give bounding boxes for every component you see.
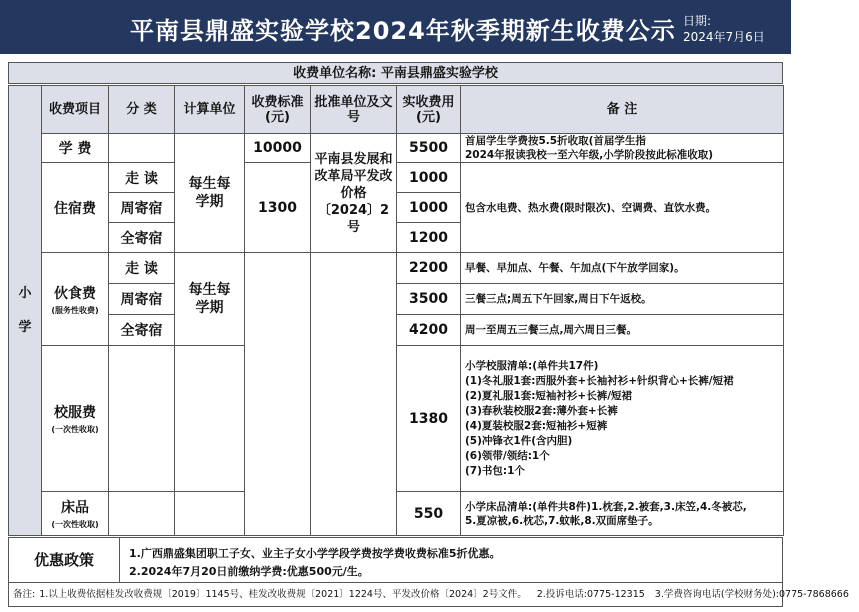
footer-notes	[8, 583, 849, 607]
col-header-item: 收费项目	[42, 86, 109, 134]
uniform-note-line: 小学校服清单:(单件共17件)	[465, 359, 599, 372]
meal-actual: 3500	[397, 284, 461, 315]
calc-unit-meal: 每生每学期	[175, 253, 245, 346]
table-row	[9, 315, 784, 346]
bedding-note	[461, 492, 784, 536]
calc-unit-lodging: 每生每学期	[175, 134, 245, 253]
level-label: 小学	[18, 285, 32, 335]
col-header-category: 分 类	[109, 86, 175, 134]
footer-item: 3.学费咨询电话(学校财务处):0775-7868666	[654, 589, 849, 600]
uniform-name-cell	[42, 346, 109, 492]
table-row	[9, 134, 784, 163]
promo-section	[8, 537, 783, 583]
lodging-actual: 1200	[397, 223, 461, 253]
uniform-note-line: (4)夏装校服2套:短袖衫+短裤	[465, 419, 608, 432]
col-header-note: 备 注	[461, 86, 784, 134]
uniform-note	[461, 346, 784, 492]
meal-note: 周一至周五三餐三点,周六周日三餐。	[461, 315, 784, 346]
meal-note: 三餐三点;周五下午回家,周日下午返校。	[461, 284, 784, 315]
date-label: 日期:	[683, 14, 712, 28]
uniform-actual: 1380	[397, 346, 461, 492]
lodging-standard: 1300	[245, 163, 311, 253]
uniform-name: 校服费	[54, 405, 96, 421]
footer-prefix: 备注:	[13, 589, 36, 600]
tuition-actual: 5500	[397, 134, 461, 163]
uniform-note-line: (3)春秋装校服2套:薄外套+长裤	[465, 404, 618, 417]
bedding-sub: (一次性收取)	[51, 520, 99, 529]
tuition-note-line: 首届学生学费按5.5折收取(首届学生指	[465, 135, 646, 147]
footer-item: 1.以上收费依据桂发改收费规〔2019〕1145号、桂发改收费规〔2021〕1224号、平发改价格〔2024〕2号文件。	[39, 589, 527, 600]
meal-actual: 2200	[397, 253, 461, 284]
lodging-category: 周寄宿	[109, 193, 175, 223]
unit-name-row: 收费单位名称: 平南县鼎盛实验学校	[8, 62, 783, 84]
uniform-note-line: (2)夏礼服1套:短袖衬衫+长裤/短裙	[465, 389, 633, 402]
lodging-name: 住宿费	[42, 163, 109, 253]
col-header-standard: 收费标准(元)	[245, 86, 311, 134]
table-row	[9, 163, 784, 193]
meal-actual: 4200	[397, 315, 461, 346]
meal-category: 走 读	[109, 253, 175, 284]
tuition-note-line: 2024年报读我校一至六年级,小学阶段按此标准收取)	[465, 149, 714, 161]
bedding-note-line: 小学床品清单:(单件共8件)1.枕套,2.被套,3.床笠,4.冬被芯,	[465, 500, 747, 513]
meal-name: 伙食费	[54, 285, 96, 302]
approval-cell: 平南县发展和改革局平发改价格〔2024〕2号	[311, 134, 397, 253]
bedding-name-cell	[42, 492, 109, 536]
bedding-name: 床品	[61, 500, 89, 516]
empty-approval	[311, 253, 397, 536]
level-cell	[9, 86, 42, 536]
uniform-note-line: (7)书包:1个	[465, 464, 525, 477]
meal-category: 周寄宿	[109, 284, 175, 315]
col-header-approval: 批准单位及文号	[311, 86, 397, 134]
table-header-row	[9, 86, 784, 134]
col-header-unit: 计算单位	[175, 86, 245, 134]
meal-category: 全寄宿	[109, 315, 175, 346]
lodging-actual: 1000	[397, 193, 461, 223]
tuition-category	[109, 134, 175, 163]
page-title: 平南县鼎盛实验学校2024年秋季期新生收费公示	[130, 17, 676, 45]
footer-item: 2.投诉电话:0775-12315	[536, 589, 645, 600]
uniform-note-line: (1)冬礼服1套:西服外套+长袖衬衫+针织背心+长裤/短裙	[465, 374, 734, 387]
promo-line: 1.广西鼎盛集团职工子女、业主子女小学学段学费按学费收费标准5折优惠。	[129, 547, 501, 560]
table-row	[9, 253, 784, 284]
meal-sub: (服务性收费)	[51, 305, 99, 315]
lodging-note-line: 包含水电费、热水费(限时限次)、空调费、直饮水费。	[465, 201, 717, 214]
lodging-category: 全寄宿	[109, 223, 175, 253]
lodging-actual: 1000	[397, 163, 461, 193]
meal-note: 早餐、早加点、午餐、午加点(下午放学回家)。	[461, 253, 784, 284]
uniform-note-line: (6)领带/领结:1个	[465, 449, 550, 462]
fee-table	[8, 85, 784, 536]
lodging-note	[461, 163, 784, 253]
table-row	[9, 346, 784, 492]
header-banner	[0, 0, 791, 54]
date-value: 2024年7月6日	[683, 30, 765, 44]
bedding-note-line: 5.夏凉被,6.枕芯,7.蚊帐,8.双面席垫子。	[465, 514, 659, 527]
uniform-unit	[175, 346, 245, 492]
bedding-category	[109, 492, 175, 536]
uniform-sub: (一次性收取)	[51, 425, 99, 434]
tuition-note	[461, 134, 784, 163]
tuition-name: 学 费	[42, 134, 109, 163]
bedding-actual: 550	[397, 492, 461, 536]
bedding-unit	[175, 492, 245, 536]
empty-standard	[245, 253, 311, 536]
table-row	[9, 492, 784, 536]
lodging-category: 走 读	[109, 163, 175, 193]
tuition-standard: 10000	[245, 134, 311, 163]
table-row	[9, 284, 784, 315]
meal-name-cell	[42, 253, 109, 346]
col-header-actual: 实收费用(元)	[397, 86, 461, 134]
promo-line: 2.2024年7月20日前缴纳学费:优惠500元/生。	[129, 565, 369, 578]
uniform-note-line: (5)冲锋衣1件(含内胆)	[465, 434, 573, 447]
uniform-category	[109, 346, 175, 492]
promo-label: 优惠政策	[9, 538, 120, 582]
